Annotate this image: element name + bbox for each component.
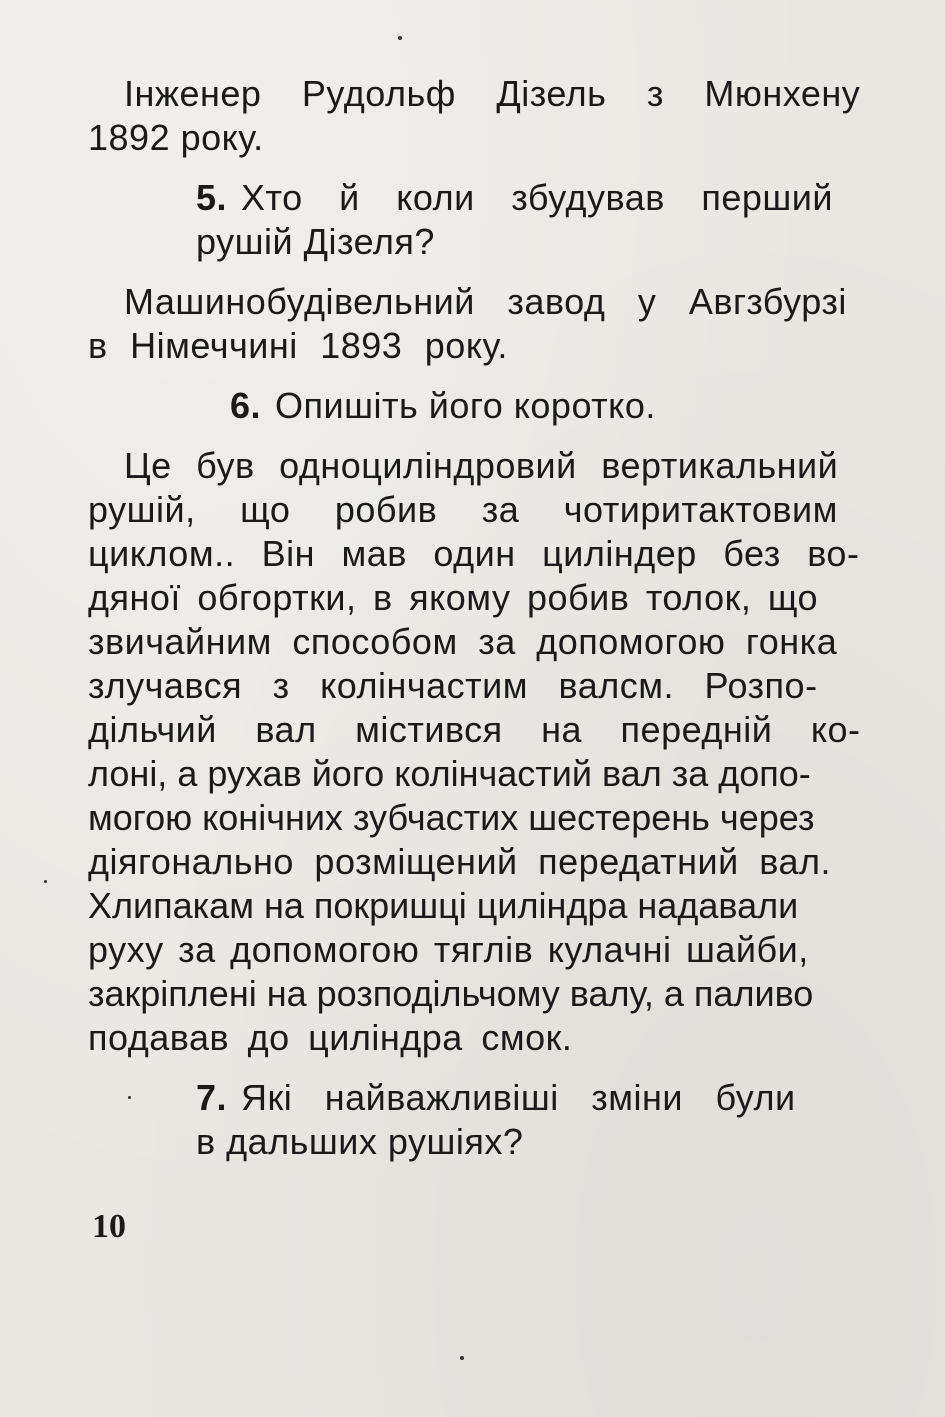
question-number: 5. (196, 177, 228, 218)
question-line (196, 1076, 878, 1120)
question-line: в дальших рушіях? (196, 1121, 524, 1162)
text-line: лоні, а рухав його колінчастий вал за допо- (88, 753, 811, 794)
paper-speck (398, 36, 402, 40)
text-line: Хлипакам на покришці циліндра надавали (88, 885, 799, 926)
question-line (230, 384, 878, 428)
answer-block-3 (88, 444, 878, 1060)
paper-speck (44, 880, 47, 883)
text-line: дяної обгортки, в якому робив толок, що (88, 577, 819, 618)
question-5 (88, 176, 878, 264)
paper-speck (128, 1096, 131, 1099)
text-line: діягонально розміщений передатний вал. (88, 841, 832, 882)
text-line: руху за допомогою тяглів кулачні шайби, (88, 929, 809, 970)
question-7 (88, 1076, 878, 1164)
question-text: Хто й коли збудував перший (241, 177, 834, 218)
answer-block-1 (88, 72, 878, 160)
question-number: 7. (196, 1077, 228, 1118)
text-line: Інженер Рудольф Дізель з Мюнхену (124, 73, 861, 114)
question-line (196, 176, 878, 220)
question-text: Які найважливіші зміни були (241, 1077, 796, 1118)
question-text: Опишіть його коротко. (275, 385, 656, 426)
text-line: рушій, що робив за чотиритактовим (88, 489, 838, 530)
text-line: Машинобудівельний завод у Авгзбурзі (124, 281, 847, 322)
answer-block-2 (88, 280, 878, 368)
text-line: закріплені на розподільчому валу, а паливо (88, 973, 814, 1014)
text-line: Це був одноциліндровий вертикальний (124, 445, 839, 486)
question-number: 6. (230, 385, 262, 426)
text-line: циклом.. Він мав один циліндер без во- (88, 533, 860, 574)
text-line: в Німеччині 1893 року. (88, 325, 508, 366)
text-line: злучався з колінчастим валсм. Розпо- (88, 665, 818, 706)
page-number: 10 (92, 1208, 126, 1245)
text-line: дільчий вал містився на передній ко- (88, 709, 861, 750)
page-content (88, 72, 878, 1180)
text-line: звичайним способом за допомогою гонка (88, 621, 838, 662)
text-line: могою конічних зубчастих шестерень через (88, 797, 815, 838)
paper-speck (460, 1356, 464, 1360)
text-line: подавав до циліндра смок. (88, 1017, 573, 1058)
text-line: 1892 року. (88, 117, 264, 158)
question-6 (88, 384, 878, 428)
question-line: рушій Дізеля? (196, 221, 435, 262)
